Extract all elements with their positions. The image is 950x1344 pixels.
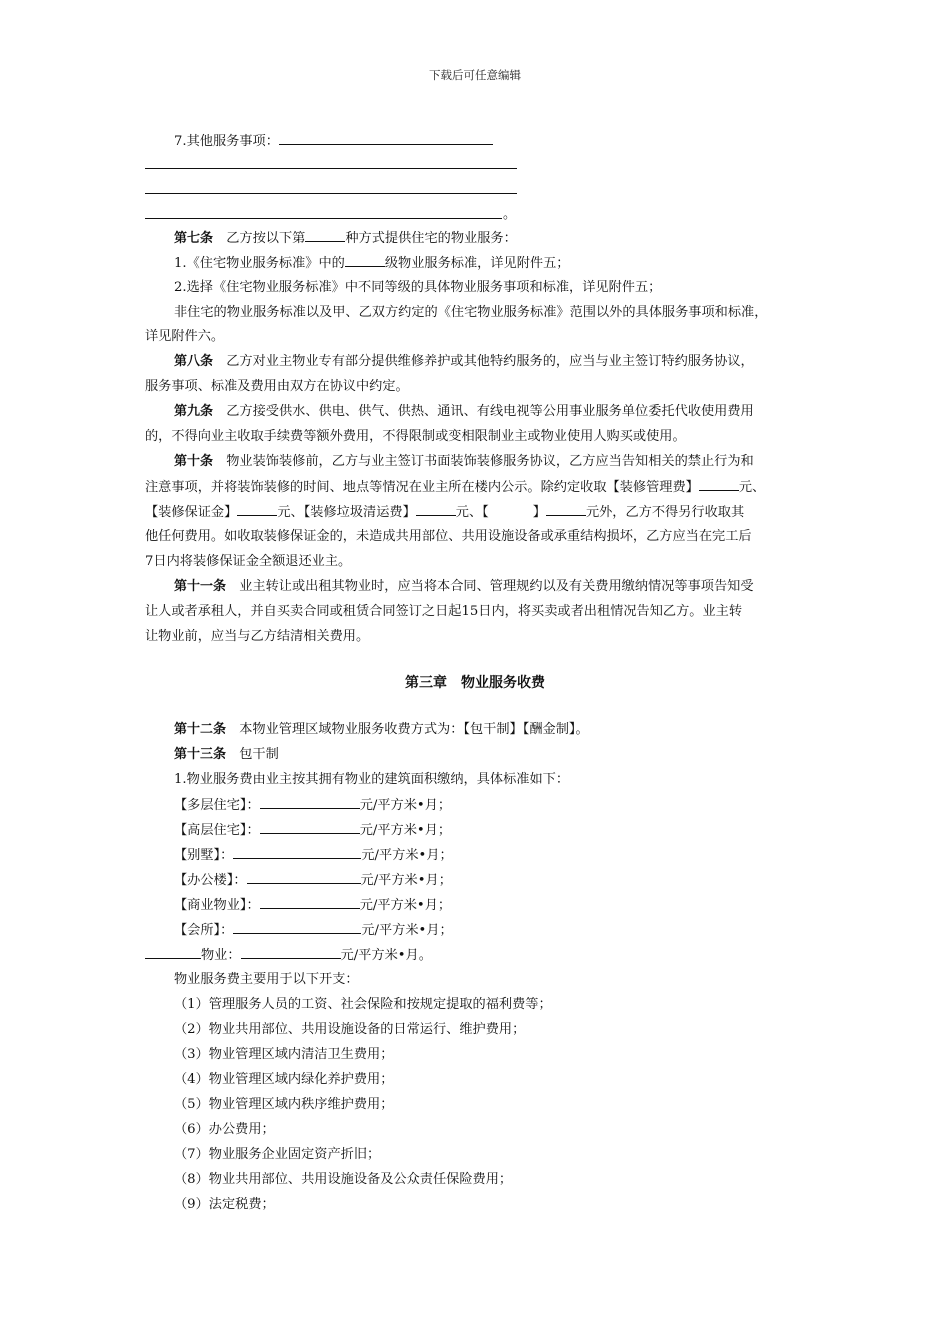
blank-field[interactable] — [260, 893, 360, 909]
blank-field[interactable] — [305, 226, 345, 242]
blank-field[interactable] — [279, 129, 493, 145]
item-7-label: 7.其他服务事项： — [174, 134, 279, 149]
fee-item: 【办公楼】： 元/平方米•月； — [174, 868, 814, 893]
expense-item: （1）管理服务人员的工资、社会保险和按规定提取的福利费等； — [174, 997, 552, 1012]
blank-line[interactable] — [145, 168, 517, 169]
article-10-text: 他任何费用。如收取装修保证金的，未造成共用部位、共用设施设备或承重结构损坏，乙方应当在完工后 — [145, 529, 752, 544]
expense-item: （8）物业共用部位、共用设施设备及公众责任保险费用； — [174, 1172, 513, 1187]
article-7-text: 详见附件六。 — [145, 329, 225, 344]
expense-item: （3）物业管理区域内清洁卫生费用； — [174, 1047, 394, 1062]
blank-field[interactable] — [233, 918, 361, 934]
expense-intro: 物业服务费主要用于以下开支： — [174, 972, 359, 987]
blank-line[interactable] — [145, 218, 502, 219]
article-label: 第十三条 — [174, 747, 227, 762]
article-7-text: 非住宅的物业服务标准以及甲、乙双方约定的《住宅物业服务标准》范围以外的具体服务事项和标准， — [174, 305, 768, 320]
fee-item: 【高层住宅】： 元/平方米•月； — [174, 818, 814, 843]
fee-item: 【别墅】： 元/平方米•月； — [174, 843, 814, 868]
blank-field[interactable] — [237, 500, 277, 516]
article-9-text: 的，不得向业主收取手续费等额外费用，不得限制或变相限制业主或物业使用人购买或使用。 — [145, 429, 686, 444]
blank-field[interactable] — [145, 943, 201, 959]
article-label: 第十二条 — [174, 722, 227, 737]
fee-item: 【会所】： 元/平方米•月； — [174, 918, 814, 943]
fee-item: 【多层住宅】： 元/平方米•月； — [174, 793, 814, 818]
article-8-text: 服务事项、标准及费用由双方在协议中约定。 — [145, 379, 409, 394]
expense-item: （2）物业共用部位、共用设施设备的日常运行、维护费用； — [174, 1022, 526, 1037]
article-12: 第十二条 本物业管理区域物业服务收费方式为：【包干制】【酬金制】。 — [174, 722, 589, 737]
article-9: 第九条 乙方接受供水、供电、供气、供热、通讯、有线电视等公用事业服务单位委托代收使用费用 — [174, 404, 754, 419]
blank-field[interactable] — [233, 843, 361, 859]
article-label: 第七条 — [174, 231, 214, 246]
blank-field[interactable] — [260, 793, 360, 809]
article-11: 第十一条 业主转让或出租其物业时，应当将本合同、管理规约以及有关费用缴纳情况等事项告知受 — [174, 579, 754, 594]
article-10-text: 【装修保证金】 元、【装修垃圾清运费】 元、【 】 元外，乙方不得另行收取其 — [145, 500, 815, 525]
blank-line[interactable] — [145, 193, 517, 194]
article-7-item-1: 1.《住宅物业服务标准》中的 级物业服务标准，详见附件五； — [174, 251, 814, 276]
fee-item: 【商业物业】： 元/平方米•月； — [174, 893, 814, 918]
article-11-text: 让物业前，应当与乙方结清相关费用。 — [145, 629, 370, 644]
expense-item: （9）法定税费； — [174, 1197, 275, 1212]
expense-item: （7）物业服务企业固定资产折旧； — [174, 1147, 381, 1162]
article-13: 第十三条 包干制 — [174, 747, 279, 762]
period-mark: 。 — [503, 207, 517, 222]
header-note: 下载后可任意编辑 — [429, 68, 521, 82]
article-10-text: 注意事项，并将装饰装修的时间、地点等情况在业主所在楼内公示。除约定收取【装修管理费】 元、 — [145, 475, 815, 500]
blank-field[interactable] — [345, 251, 385, 267]
article-10: 第十条 物业装饰装修前，乙方与业主签订书面装饰装修服务协议，乙方应当告知相关的禁止行为和 — [174, 454, 754, 469]
article-11-text: 让人或者承租人，并自买卖合同或租赁合同签订之日起15日内，将买卖或者出租情况告知乙方。业主转 — [145, 604, 743, 619]
article-7-item-2: 2.选择《住宅物业服务标准》中不同等级的具体物业服务事项和标准，详见附件五； — [174, 280, 662, 295]
blank-field[interactable] — [247, 868, 361, 884]
expense-item: （6）办公费用； — [174, 1122, 275, 1137]
article-7: 第七条 乙方按以下第 种方式提供住宅的物业服务： — [174, 226, 814, 251]
article-10-text: 7日内将装修保证金全额退还业主。 — [145, 554, 352, 569]
article-8: 第八条 乙方对业主物业专有部分提供维修养护或其他特约服务的，应当与业主签订特约服务协议， — [174, 354, 754, 369]
blank-field[interactable] — [699, 475, 739, 491]
blank-field[interactable] — [260, 818, 360, 834]
article-13-item-1: 1.物业服务费由业主按其拥有物业的建筑面积缴纳，具体标准如下： — [174, 772, 570, 787]
article-label: 第九条 — [174, 404, 214, 419]
article-label: 第八条 — [174, 354, 214, 369]
expense-item: （5）物业管理区域内秩序维护费用； — [174, 1097, 394, 1112]
article-label: 第十一条 — [174, 579, 227, 594]
blank-field[interactable] — [546, 500, 586, 516]
blank-field[interactable] — [241, 943, 341, 959]
article-label: 第十条 — [174, 454, 214, 469]
fee-item-other: 物业： 元/平方米•月。 — [145, 943, 815, 968]
expense-item: （4）物业管理区域内绿化养护费用； — [174, 1072, 394, 1087]
blank-field[interactable] — [416, 500, 456, 516]
item-7-line — [174, 129, 814, 154]
chapter-title: 第三章 物业服务收费 — [405, 675, 545, 691]
